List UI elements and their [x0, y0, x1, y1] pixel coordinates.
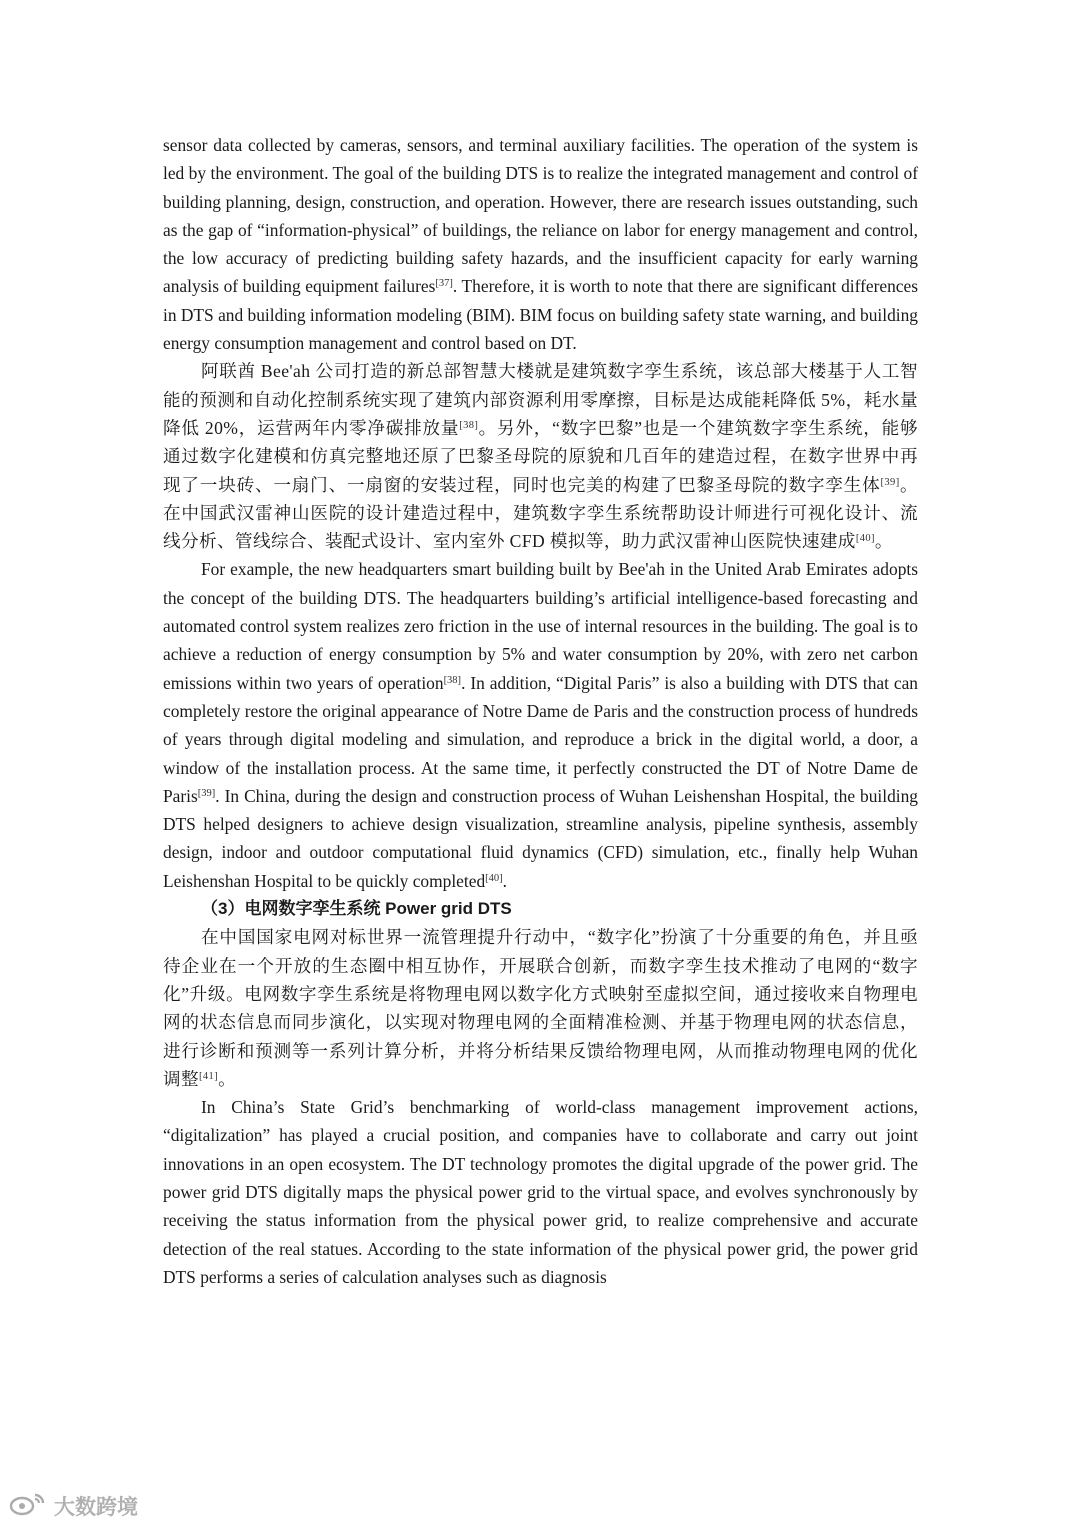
citation-ref[interactable]: [38] [443, 674, 462, 686]
document-page [163, 131, 918, 1291]
citation-ref[interactable]: [40] [485, 872, 503, 884]
paragraph-zh-power-grid: 在中国国家电网对标世界一流管理提升行动中，“数字化”扮演了十分重要的角色，并且亟待企业在一个开放的生态圈中相互协作，开展联合创新，而数字孪生技术推动了电网的“数字化”升级。电网数字孪生系统是将物理电网以数字化方式映射至虚拟空间，通过接收来自物理电网的状态信息而同步演化，以实现对物理电网的全面精准检测、并基于物理电网的状态信息，进行诊断和预测等一系列计算分析，并将分析结果反馈给物理电网，从而推动物理电网的优化调整[41]。 [163, 927, 918, 1089]
citation-ref[interactable]: [37] [435, 278, 453, 290]
citation-ref[interactable]: [39] [880, 476, 900, 488]
citation-ref[interactable]: [41] [199, 1070, 219, 1082]
paragraph-en-building-dts-intro: sensor data collected by cameras, sensors, and terminal auxiliary facilities. The operation of the system is led by the environment. The goal of the building DTS is to realize the integrated management and control of building planning, design, construction, and operation. However, there are research issues outstanding, such as the gap of “information-physical” of buildings, the reliance on labor for energy management and control, the low accuracy of predicting building safety hazards, and the insufficient capacity for early warning analysis of building equipment failures[37]. Therefore, it is worth to note that there are significant differences in DTS and building information modeling (BIM). BIM focus on building safety state warning, and building energy consumption management and control based on DT. [163, 135, 919, 354]
watermark-text: 大数跨境 [54, 1495, 138, 1519]
paragraph-zh-building-examples: 阿联酋 Bee'ah 公司打造的新总部智慧大楼就是建筑数字孪生系统，该总部大楼基于人工智能的预测和自动化控制系统实现了建筑内部资源利用零摩擦，目标是达成能耗降低 5%，耗水量降低 20%，运营两年内零净碳排放量[38]。另外，“数字巴黎”也是一个建筑数字孪生系统，能够通过数字化建模和仿真完整地还原了巴黎圣母院的原貌和几百年的建造过程，在数字世界中再现了一块砖、一扇门、一扇窗的安装过程，同时也完美的构建了巴黎圣母院的数字孪生体[39]。在中国武汉雷神山医院的设计建造过程中，建筑数字孪生系统帮助设计师进行可视化设计、流线分析、管线综合、装配式设计、室内室外 CFD 模拟等，助力武汉雷神山医院快速建成[40]。 [163, 361, 918, 552]
watermark [8, 1491, 138, 1521]
citation-ref[interactable]: [38] [459, 419, 479, 431]
weibo-icon [8, 1491, 48, 1522]
paragraph-en-power-grid: In China’s State Grid’s benchmarking of world-class management improvement actions, “digitalization” has played a crucial position, and companies have to collaborate and carry out joint innovations in an open ecosystem. The DT technology promotes the digital upgrade of the power grid. The power grid DTS digitally maps the physical power grid to the virtual space, and evolves synchronously by receiving the status information from the physical power grid, to realize comprehensive and accurate detection of the real statues. According to the state information of the physical power grid, the power grid DTS performs a series of calculation analyses such as diagnosis [163, 1097, 918, 1287]
citation-ref[interactable]: [39] [197, 787, 216, 799]
citation-ref[interactable]: [40] [855, 533, 875, 545]
paragraph-en-building-examples: For example, the new headquarters smart building built by Bee'ah in the United Arab Emirates adopts the concept of the building DTS. The headquarters building’s artificial intelligence-based forecasting and automated control system realizes zero friction in the use of internal resources in the building. The goal is to achieve a reduction of energy consumption by 5% and water consumption by 20%, with zero net carbon emissions within two years of operation[38]. In addition, “Digital Paris” is also a building with DTS that can completely restore the original appearance of Notre Dame de Paris and the construction process of hundreds of years through digital modeling and simulation, and reproduce a brick in the digital world, a door, a window of the installation process. At the same time, it perfectly constructed the DT of Notre Dame de Paris[39]. In China, during the design and construction process of Wuhan Leishenshan Hospital, the building DTS helped designers to achieve design visualization, streamline analysis, pipeline synthesis, assembly design, indoor and outdoor computational fluid dynamics (CFD) simulation, etc., finally help Wuhan Leishenshan Hospital to be quickly completed[40]. [163, 559, 918, 891]
section-heading-power-grid-dts: （3）电网数字孪生系统 Power grid DTS [201, 899, 512, 919]
